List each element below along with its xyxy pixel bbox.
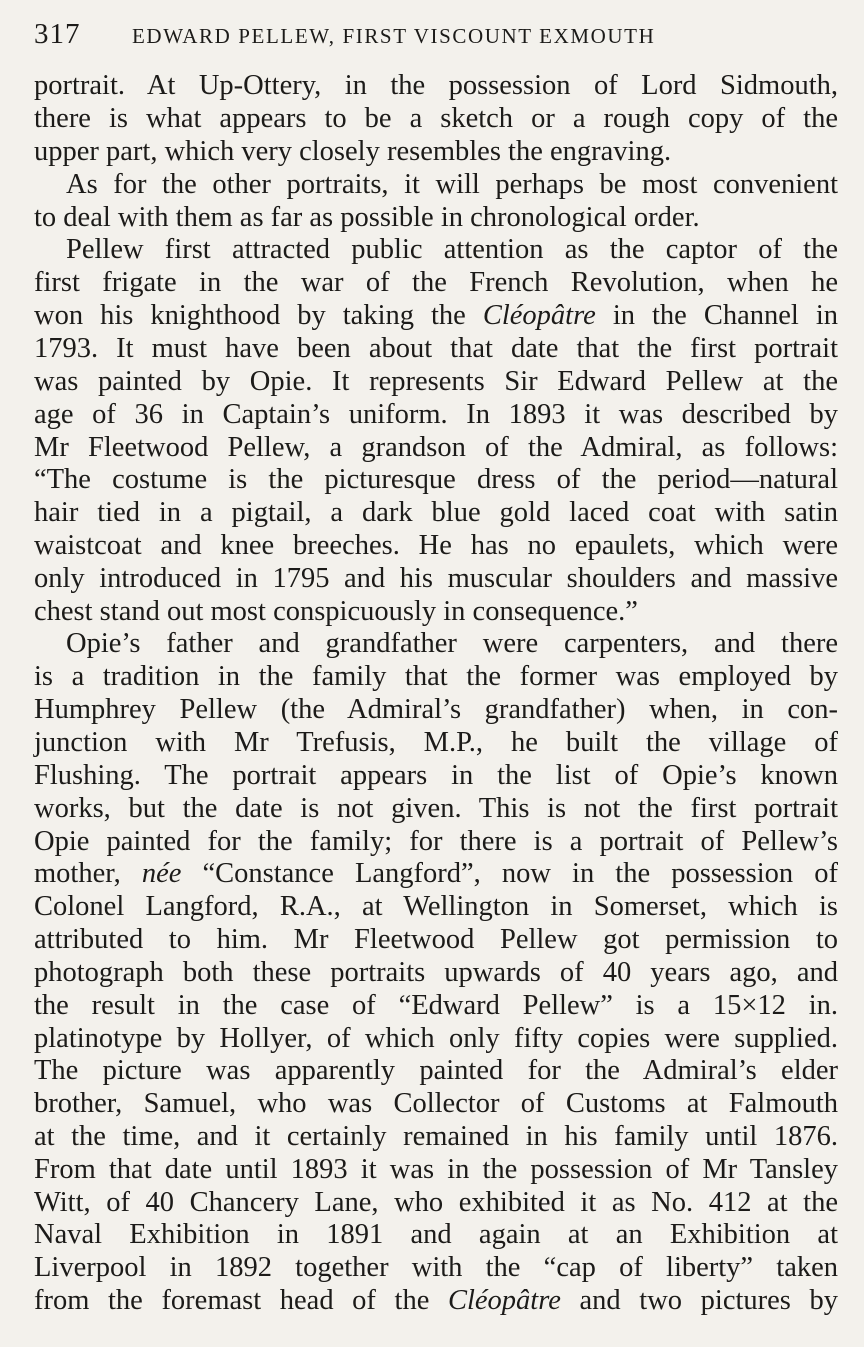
text-line: platinotype by Hollyer, of which only fifty copies were supplied. (34, 1023, 838, 1054)
text-line: brother, Samuel, who was Collector of Customs at Falmouth (34, 1088, 838, 1119)
text-line: 1793. It must have been about that date that the first portrait (34, 333, 838, 364)
text-line: Naval Exhibition in 1891 and again at an Exhibition at (34, 1219, 838, 1250)
text-line: Opie’s father and grandfather were carpenters, and there (66, 628, 838, 659)
text-line: portrait. At Up-Ottery, in the possession of Lord Sidmouth, (34, 70, 838, 101)
text-line: only introduced in 1795 and his muscular shoulders and massive (34, 563, 838, 594)
text-line: photograph both these portraits upwards of 40 years ago, and (34, 957, 838, 988)
text-line: waistcoat and knee breeches. He has no epaulets, which were (34, 530, 838, 561)
text-line: hair tied in a pigtail, a dark blue gold laced coat with satin (34, 497, 838, 528)
text-line: is a tradition in the family that the former was employed by (34, 661, 838, 692)
running-title: EDWARD PELLEW, FIRST VISCOUNT EXMOUTH (132, 24, 656, 48)
text-line: Colonel Langford, R.A., at Wellington in Somerset, which is (34, 891, 838, 922)
text-line: chest stand out most conspicuously in consequence.” (34, 596, 638, 627)
text-line: From that date until 1893 it was in the possession of Mr Tansley (34, 1154, 838, 1185)
text-line: won his knighthood by taking the Cléopâtre in the Channel in (34, 300, 839, 331)
text-line: Liverpool in 1892 together with the “cap of liberty” taken (34, 1252, 838, 1283)
text-line: Witt, of 40 Chancery Lane, who exhibited it as No. 412 at the (34, 1187, 838, 1218)
ship-name: Cléopâtre (482, 300, 596, 331)
text-line: upper part, which very closely resembles the engraving. (34, 136, 672, 167)
text-line: Opie painted for the family; for there is a portrait of Pellew’s (34, 826, 838, 857)
text-line: at the time, and it certainly remained in his family until 1876. (34, 1121, 838, 1152)
text-line: mother, née “Constance Langford”, now in the possession of (34, 858, 838, 889)
text-line: The picture was apparently painted for the Admiral’s elder (34, 1055, 838, 1086)
text-line: the result in the case of “Edward Pellew” is a 15×12 in. (34, 990, 838, 1021)
page-number: 317 (34, 18, 81, 50)
text-line: Mr Fleetwood Pellew, a grandson of the Admiral, as follows: (34, 432, 838, 463)
text-line: “The costume is the picturesque dress of the period—natural (34, 464, 838, 495)
text-line: As for the other portraits, it will perhaps be most convenient (66, 169, 838, 200)
text-line: Pellew first attracted public attention as the captor of the (66, 234, 838, 265)
text-line: was painted by Opie. It represents Sir Edward Pellew at the (34, 366, 838, 397)
page-header (34, 18, 834, 58)
text-line: works, but the date is not given. This is not the first portrait (34, 793, 838, 824)
ship-name: Cléopâtre (447, 1285, 561, 1316)
text-line: attributed to him. Mr Fleetwood Pellew got permission to (34, 924, 838, 955)
text-line: age of 36 in Captain’s uniform. In 1893 it was described by (34, 399, 838, 430)
text-line: to deal with them as far as possible in chronological order. (34, 202, 700, 233)
text-line: there is what appears to be a sketch or a rough copy of the (34, 103, 838, 134)
italic-word: née (141, 858, 182, 889)
text-line: Flushing. The portrait appears in the list of Opie’s known (34, 760, 838, 791)
text-line: Humphrey Pellew (the Admiral’s grandfather) when, in con- (34, 694, 838, 725)
text-line: first frigate in the war of the French Revolution, when he (34, 267, 838, 298)
text-line: junction with Mr Trefusis, M.P., he built the village of (34, 727, 838, 758)
text-line: from the foremast head of the Cléopâtre and two pictures by (34, 1285, 838, 1316)
